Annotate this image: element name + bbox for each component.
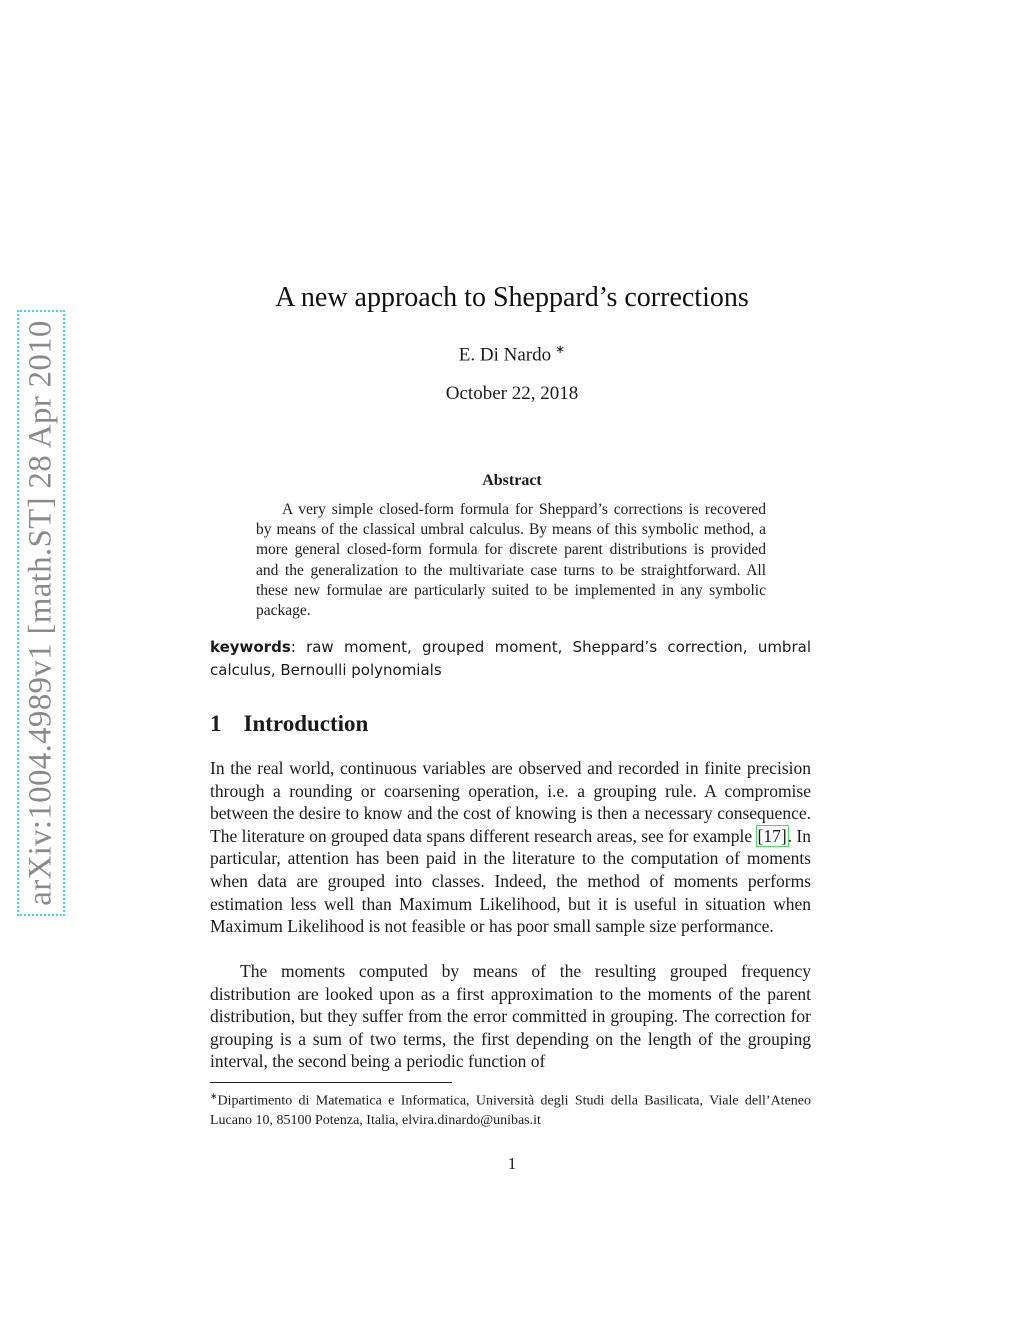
section-heading	[210, 711, 368, 737]
footnote-text: Dipartimento di Matematica e Informatica, Università degli Studi della Basilicata, Viale dell’Ateneo Lucano 10, 85100 Potenza, Italia, elvira.dinardo@unibas.it	[210, 1093, 811, 1129]
author-line	[0, 342, 1024, 366]
footnote	[210, 1087, 811, 1131]
paragraph-2: The moments computed by means of the resulting grouped frequency distribution are looked upon as a first approximation to the moments of the parent distribution, but they suffer from the error committed in grouping. The correction for grouping is a sum of two terms, the first depending on the length of the grouping interval, the second being a periodic function of	[210, 961, 811, 1072]
section-title: Introduction	[243, 711, 369, 736]
abstract-body: A very simple closed-form formula for Sheppard’s corrections is recovered by means of the classical umbral calculus. By means of this symbolic method, a more general closed-form formula for discrete parent distributions is provided and the generalization to the multivariate case turns to be straightforward. All these new formulae are particularly suited to be implemented in any symbolic package.	[256, 501, 766, 620]
arxiv-stamp-text: arXiv:1004.4989v1 [math.ST] 28 Apr 2010	[22, 320, 59, 906]
section-number: 1	[210, 711, 222, 736]
paragraph-1-text-a: In the real world, continuous variables are observed and recorded in finite precision through a rounding or coarsening operation, i.e. a grouping rule. A compromise between the desire to know and the cost of knowing is then a necessary consequence. The literature on grouped data spans different research areas, see for example	[210, 758, 811, 846]
paragraph-1	[210, 757, 811, 938]
paragraph-1-text-b: . In particular, attention has been paid in the literature to the computation of moments when data are grouped into classes. Indeed, the method of moments performs estimation less well than Maximum Likelihood, but it is useful in situation when Maximum Likelihood is not feasible or has poor small sample size performance.	[210, 825, 812, 937]
page-number: 1	[507, 1154, 517, 1173]
paper-date: October 22, 2018	[445, 383, 579, 404]
keywords	[210, 636, 811, 682]
abstract-heading: Abstract	[482, 472, 542, 489]
citation-link[interactable]: [17]	[757, 825, 787, 846]
footnote-mark: ∗	[210, 1091, 218, 1101]
footnote-divider	[210, 1082, 452, 1083]
keywords-text: : raw moment, grouped moment, Sheppard’s correction, umbral calculus, Bernoulli polynomials	[210, 638, 811, 679]
keywords-label: keywords	[210, 638, 291, 656]
paper-title: A new approach to Sheppard’s corrections	[275, 282, 749, 313]
author-name: E. Di Nardo	[458, 344, 552, 366]
author-footnote-mark[interactable]: ∗	[555, 342, 566, 356]
